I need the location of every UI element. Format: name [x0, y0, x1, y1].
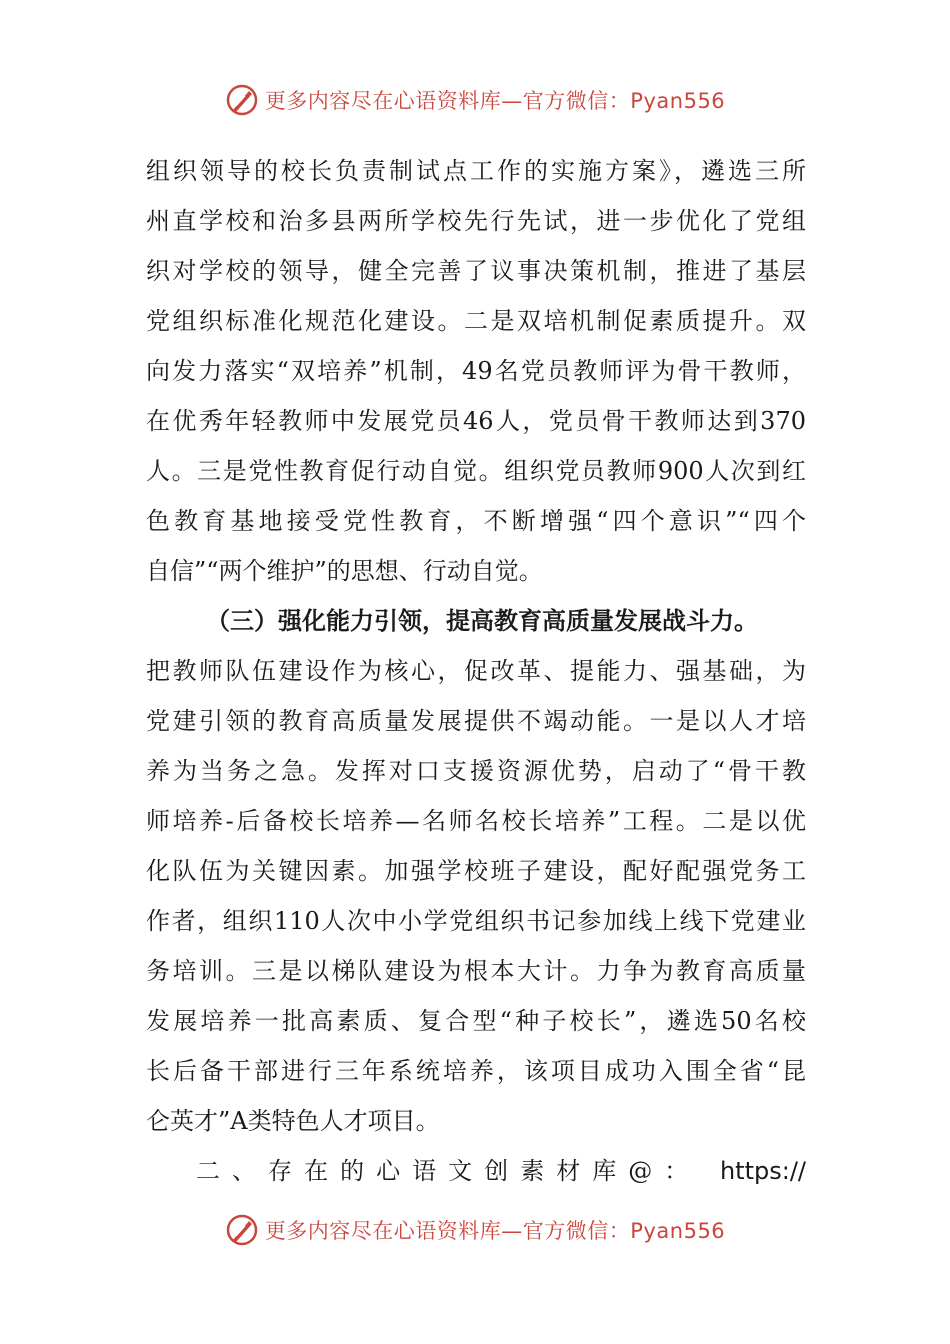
text-line: 务培训。三是以梯队建设为根本大计。力争为教育高质量 [146, 957, 806, 985]
section-title-line [146, 1146, 806, 1196]
watermark-text: 更多内容尽在心语资料库—官方微信：Pyan556 [264, 89, 726, 113]
text-line: 州直学校和治多县两所学校先行先试，进一步优化了党组 [146, 207, 806, 235]
text-line: 党组织标准化规范化建设。二是双培机制促素质提升。双 [146, 307, 806, 335]
text-line: 养为当务之急。发挥对口支援资源优势，启动了“骨干教 [146, 757, 806, 785]
text-line: 织对学校的领导，健全完善了议事决策机制，推进了基层 [146, 257, 806, 285]
section-url: https:// [719, 1157, 806, 1185]
text-line: 在优秀年轻教师中发展党员46人，党员骨干教师达到370 [146, 407, 806, 435]
text-line: 人。三是党性教育促行动自觉。组织党员教师900人次到红 [146, 457, 806, 485]
text-line: 色教育基地接受党性教育，不断增强“四个意识”“四个 [146, 507, 806, 535]
text-line: 向发力落实“双培养”机制，49名党员教师评为骨干教师， [146, 357, 806, 385]
section-heading: （三）强化能力引领，提高教育高质量发展战斗力。 [206, 606, 758, 635]
text-line: 党建引领的教育高质量发展提供不竭动能。一是以人才培 [146, 707, 806, 735]
text-line: 自信”“两个维护”的思想、行动自觉。 [146, 557, 543, 585]
text-line: 长后备干部进行三年系统培养，该项目成功入围全省“昆 [146, 1057, 806, 1085]
text-line: 化队伍为关键因素。加强学校班子建设，配好配强党务工 [146, 857, 806, 885]
text-line: 师培养-后备校长培养—名师名校长培养”工程。二是以优 [146, 807, 806, 835]
footer-watermark [0, 1210, 950, 1250]
text-line: 作者，组织110人次中小学党组织书记参加线上线下党建业 [146, 907, 806, 935]
section-title-text: 二、存在的心语文创素材库@： [196, 1157, 701, 1185]
paragraph-teacher-team [146, 646, 806, 1146]
text-line: 仑英才”A类特色人才项目。 [146, 1107, 440, 1135]
text-line: 把教师队伍建设作为核心，促改革、提能力、强基础，为 [146, 657, 806, 685]
document-body [146, 146, 806, 1196]
text-line: 组织领导的校长负责制试点工作的实施方案》，遴选三所 [146, 157, 806, 185]
watermark-text: 更多内容尽在心语资料库—官方微信：Pyan556 [264, 1219, 726, 1243]
quill-logo-icon [225, 83, 259, 117]
quill-logo-icon [225, 1213, 259, 1247]
header-watermark [0, 80, 950, 120]
paragraph-party-building [146, 146, 806, 596]
text-line: 发展培养一批高素质、复合型“种子校长”，遴选50名校 [146, 1007, 806, 1035]
